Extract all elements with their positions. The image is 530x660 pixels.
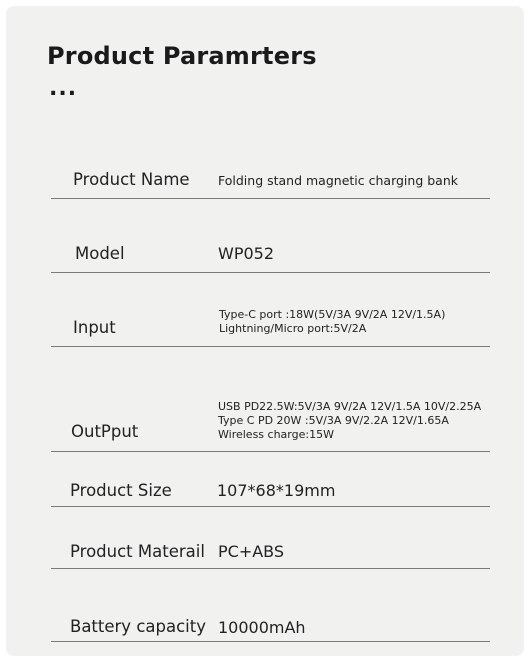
- param-value: 107*68*19mm: [217, 481, 336, 500]
- parameters-card: [6, 6, 524, 656]
- param-row-product-material: [51, 532, 490, 569]
- title-ellipsis: ...: [49, 76, 78, 101]
- param-label: Input: [73, 318, 116, 337]
- param-value: PC+ABS: [218, 542, 285, 561]
- page-title: Product Paramrters: [47, 42, 317, 70]
- param-label: Model: [75, 244, 125, 263]
- param-value: WP052: [218, 244, 275, 263]
- param-value: [219, 308, 445, 336]
- param-value-line: Lightning/Micro port:5V/2A: [219, 322, 367, 335]
- param-value: [218, 400, 481, 442]
- param-value-line: Type C PD 20W :5V/3A 9V/2.2A 12V/1.65A: [218, 414, 449, 427]
- param-row-output: [51, 396, 490, 452]
- param-value-line: USB PD22.5W:5V/3A 9V/2A 12V/1.5A 10V/2.25A: [218, 400, 482, 413]
- param-value-line: Type-C port :18W(5V/3A 9V/2A 12V/1.5A): [219, 308, 446, 321]
- param-label: Product Name: [73, 170, 190, 189]
- param-value: 10000mAh: [218, 618, 306, 637]
- param-label: Product Materail: [70, 542, 205, 561]
- param-row-battery-capacity: [51, 604, 490, 642]
- param-value: Folding stand magnetic charging bank: [218, 173, 458, 188]
- param-row-product-name: [51, 158, 490, 199]
- param-row-model: [51, 232, 490, 273]
- param-value-line: Wireless charge:15W: [218, 428, 334, 441]
- param-label: Battery capacity: [70, 617, 206, 636]
- param-row-input: [51, 304, 490, 347]
- param-label: OutPput: [71, 422, 139, 441]
- param-label: Product Size: [70, 481, 172, 500]
- param-row-product-size: [51, 472, 490, 507]
